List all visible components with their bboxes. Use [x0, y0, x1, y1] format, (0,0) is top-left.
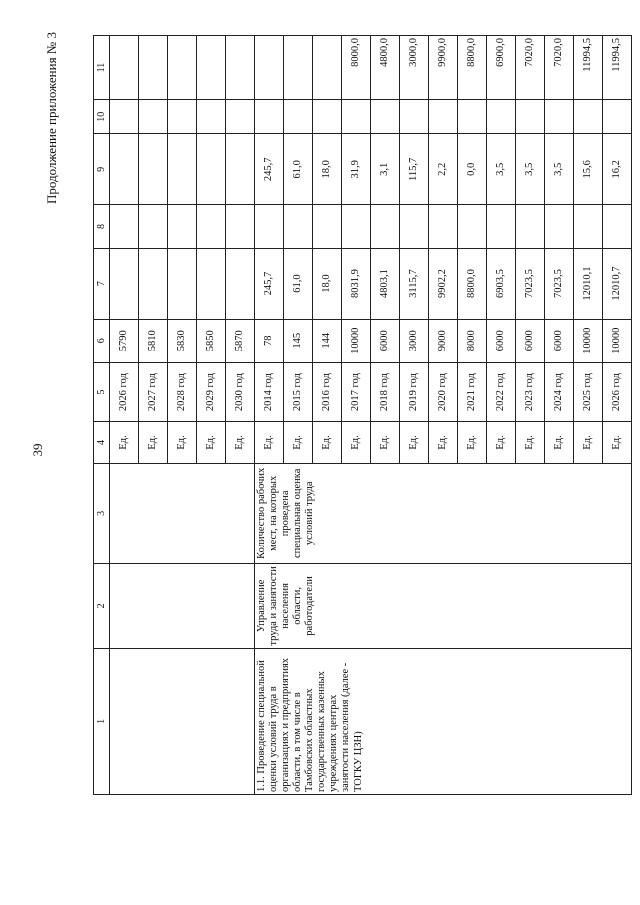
unit-cell: Ед. [197, 422, 226, 463]
header-cell: 7 [94, 248, 110, 319]
value-cell-col10 [487, 100, 516, 134]
value-cell-col10 [284, 100, 313, 134]
empty-cell [110, 564, 255, 649]
year-cell: 2029 год [197, 362, 226, 421]
value-cell-col11: 3000,0 [400, 36, 429, 100]
empty-cell [168, 100, 197, 134]
value-cell-col7: 3115,7 [400, 248, 429, 319]
unit-cell: Ед. [400, 422, 429, 463]
value-cell-col9: 16,2 [603, 134, 632, 205]
measure-title-cell: 1.1. Проведение специальной оценки условий труда в организациях и предприятиях области, в том числе в Тамбовских областных государственных казенных учреждениях центрах занятости населения (далее - ТОГКУ ЦЗН) [255, 648, 632, 794]
unit-cell: Ед. [516, 422, 545, 463]
plan-cell: 6000 [487, 319, 516, 362]
empty-cell [110, 463, 255, 564]
plan-cell: 10000 [603, 319, 632, 362]
plan-cell: 6000 [545, 319, 574, 362]
value-cell-col11 [313, 36, 342, 100]
year-cell: 2028 год [168, 362, 197, 421]
value-cell-col7: 12010,1 [574, 248, 603, 319]
unit-cell: Ед. [313, 422, 342, 463]
year-cell: 2026 год [110, 362, 139, 421]
header-cell: 6 [94, 319, 110, 362]
year-cell: 2016 год [313, 362, 342, 421]
value-cell-col8 [342, 205, 371, 248]
measures-table [93, 35, 632, 795]
indicator-cell: Количество рабочих мест, на которых проведена специальная оценка условий труда [255, 463, 632, 564]
rotated-table-wrapper [93, 35, 622, 795]
value-cell-col10 [255, 100, 284, 134]
unit-cell: Ед. [545, 422, 574, 463]
value-cell-col10 [516, 100, 545, 134]
year-cell: 2015 год [284, 362, 313, 421]
value-cell-col11: 8000,0 [342, 36, 371, 100]
value-cell-col10 [574, 100, 603, 134]
empty-cell [226, 248, 255, 319]
plan-cell: 6000 [516, 319, 545, 362]
empty-cell [110, 36, 139, 100]
value-cell-col9: 3,5 [487, 134, 516, 205]
empty-cell [197, 36, 226, 100]
unit-cell: Ед. [574, 422, 603, 463]
value-cell-col7: 8031,9 [342, 248, 371, 319]
plan-cell: 10000 [342, 319, 371, 362]
empty-cell [226, 36, 255, 100]
value-cell-col9: 61,0 [284, 134, 313, 205]
value-cell-col11: 7020,0 [545, 36, 574, 100]
plan-cell: 8000 [458, 319, 487, 362]
value-cell-col11: 9900,0 [429, 36, 458, 100]
empty-cell [197, 205, 226, 248]
table-row [110, 36, 139, 795]
empty-cell [110, 100, 139, 134]
unit-cell: Ед. [429, 422, 458, 463]
empty-cell [110, 134, 139, 205]
value-cell-col10 [458, 100, 487, 134]
value-cell-col8 [458, 205, 487, 248]
value-cell-col10 [371, 100, 400, 134]
value-cell-col10 [342, 100, 371, 134]
year-cell: 2024 год [545, 362, 574, 421]
plan-cell: 9000 [429, 319, 458, 362]
value-cell-col8 [371, 205, 400, 248]
header-cell: 4 [94, 422, 110, 463]
value-cell-col11 [255, 36, 284, 100]
header-cell: 11 [94, 36, 110, 100]
value-cell-col8 [255, 205, 284, 248]
value-cell-col9: 115,7 [400, 134, 429, 205]
value-cell-col7: 7023,5 [545, 248, 574, 319]
unit-cell: Ед. [110, 422, 139, 463]
unit-cell: Ед. [139, 422, 168, 463]
value-cell-col8 [313, 205, 342, 248]
plan-cell: 5830 [168, 319, 197, 362]
value-cell-col9: 3,5 [545, 134, 574, 205]
value-cell-col9: 2,2 [429, 134, 458, 205]
year-cell: 2014 год [255, 362, 284, 421]
plan-cell: 5850 [197, 319, 226, 362]
plan-cell: 5790 [110, 319, 139, 362]
value-cell-col7: 7023,5 [516, 248, 545, 319]
value-cell-col10 [545, 100, 574, 134]
value-cell-col11: 11994,5 [603, 36, 632, 100]
year-cell: 2023 год [516, 362, 545, 421]
empty-cell [110, 648, 255, 794]
header-row [94, 36, 110, 795]
value-cell-col8 [429, 205, 458, 248]
value-cell-col10 [429, 100, 458, 134]
unit-cell: Ед. [458, 422, 487, 463]
empty-cell [226, 205, 255, 248]
empty-cell [139, 100, 168, 134]
empty-cell [197, 100, 226, 134]
empty-cell [110, 248, 139, 319]
plan-cell: 145 [284, 319, 313, 362]
year-cell: 2017 год [342, 362, 371, 421]
value-cell-col11: 7020,0 [516, 36, 545, 100]
value-cell-col8 [603, 205, 632, 248]
value-cell-col9: 0,0 [458, 134, 487, 205]
value-cell-col7: 245,7 [255, 248, 284, 319]
unit-cell: Ед. [371, 422, 400, 463]
year-cell: 2019 год [400, 362, 429, 421]
year-cell: 2020 год [429, 362, 458, 421]
value-cell-col8 [400, 205, 429, 248]
plan-cell: 3000 [400, 319, 429, 362]
responsible-cell: Управление труда и занятости населения области, работодатели [255, 564, 632, 649]
empty-cell [226, 100, 255, 134]
value-cell-col10 [603, 100, 632, 134]
value-cell-col11: 8800,0 [458, 36, 487, 100]
value-cell-col11: 6900,0 [487, 36, 516, 100]
plan-cell: 5810 [139, 319, 168, 362]
plan-cell: 6000 [371, 319, 400, 362]
empty-cell [197, 248, 226, 319]
year-cell: 2027 год [139, 362, 168, 421]
empty-cell [168, 248, 197, 319]
unit-cell: Ед. [342, 422, 371, 463]
unit-cell: Ед. [487, 422, 516, 463]
value-cell-col7: 12010,7 [603, 248, 632, 319]
value-cell-col9: 15,6 [574, 134, 603, 205]
plan-cell: 10000 [574, 319, 603, 362]
unit-cell: Ед. [226, 422, 255, 463]
header-cell: 10 [94, 100, 110, 134]
value-cell-col8 [487, 205, 516, 248]
value-cell-col7: 61,0 [284, 248, 313, 319]
value-cell-col10 [400, 100, 429, 134]
year-cell: 2026 год [603, 362, 632, 421]
table-row [255, 36, 284, 795]
header-cell: 1 [94, 648, 110, 794]
empty-cell [139, 36, 168, 100]
year-cell: 2025 год [574, 362, 603, 421]
unit-cell: Ед. [255, 422, 284, 463]
empty-cell [197, 134, 226, 205]
empty-cell [168, 36, 197, 100]
year-cell: 2021 год [458, 362, 487, 421]
value-cell-col11: 4800,0 [371, 36, 400, 100]
plan-cell: 144 [313, 319, 342, 362]
value-cell-col9: 3,5 [516, 134, 545, 205]
value-cell-col10 [313, 100, 342, 134]
value-cell-col11 [284, 36, 313, 100]
page-number: 39 [30, 443, 45, 457]
unit-cell: Ед. [603, 422, 632, 463]
value-cell-col7: 4803,1 [371, 248, 400, 319]
unit-cell: Ед. [284, 422, 313, 463]
appendix-note: Продолжение приложения № 3 [44, 32, 59, 204]
empty-cell [139, 134, 168, 205]
value-cell-col9: 31,9 [342, 134, 371, 205]
empty-cell [168, 205, 197, 248]
year-cell: 2018 год [371, 362, 400, 421]
value-cell-col8 [545, 205, 574, 248]
value-cell-col9: 3,1 [371, 134, 400, 205]
year-cell: 2030 год [226, 362, 255, 421]
value-cell-col7: 18,0 [313, 248, 342, 319]
value-cell-col8 [284, 205, 313, 248]
empty-cell [139, 205, 168, 248]
header-cell: 8 [94, 205, 110, 248]
value-cell-col7: 9902,2 [429, 248, 458, 319]
value-cell-col9: 18,0 [313, 134, 342, 205]
header-cell: 2 [94, 564, 110, 649]
value-cell-col11: 11994,5 [574, 36, 603, 100]
unit-cell: Ед. [168, 422, 197, 463]
value-cell-col9: 245,7 [255, 134, 284, 205]
plan-cell: 78 [255, 319, 284, 362]
header-cell: 9 [94, 134, 110, 205]
empty-cell [110, 205, 139, 248]
value-cell-col7: 8800,0 [458, 248, 487, 319]
empty-cell [139, 248, 168, 319]
empty-cell [226, 134, 255, 205]
value-cell-col8 [574, 205, 603, 248]
value-cell-col8 [516, 205, 545, 248]
empty-cell [168, 134, 197, 205]
header-cell: 3 [94, 463, 110, 564]
year-cell: 2022 год [487, 362, 516, 421]
value-cell-col7: 6903,5 [487, 248, 516, 319]
header-cell: 5 [94, 362, 110, 421]
plan-cell: 5870 [226, 319, 255, 362]
